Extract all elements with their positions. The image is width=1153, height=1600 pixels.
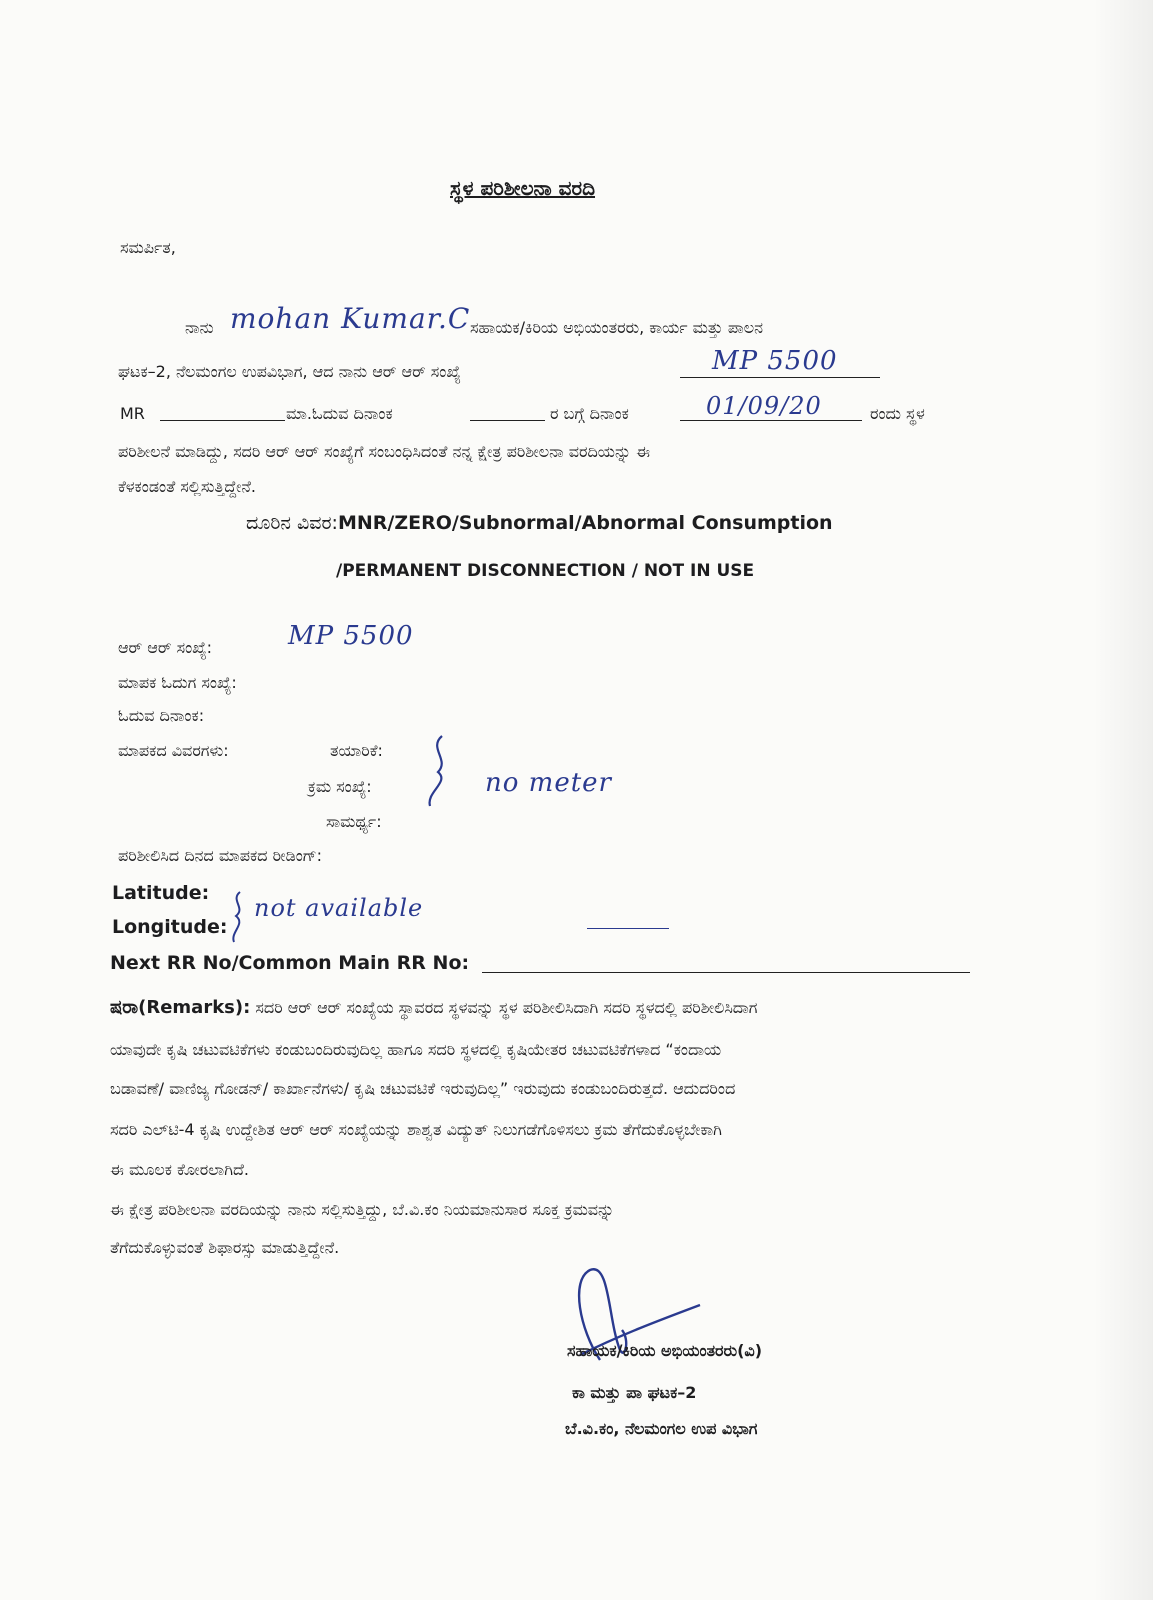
complaint-types-2: /PERMANENT DISCONNECTION / NOT IN USE	[336, 561, 755, 581]
meter-reader-label: ಮಾಪಕ ಓದುಗ ಸಂಖ್ಯೆ:	[118, 673, 237, 692]
remarks-line-5: ಈ ಮೂಲಕ ಕೋರಲಾಗಿದೆ.	[110, 1160, 250, 1179]
rr-underline	[680, 377, 880, 378]
handwritten-dash	[587, 928, 669, 929]
reading-date-underline	[470, 420, 545, 421]
page-title: ಸ್ಥಳ ಪರಿಶೀಲನಾ ವರದಿ	[450, 176, 596, 200]
signature-unit: ಕಾ ಮತ್ತು ಪಾ ಘಟಕ–2	[572, 1383, 697, 1402]
latitude-label: Latitude:	[112, 882, 210, 904]
handwritten-date: 01/09/20	[706, 392, 822, 420]
about-date-text: ರ ಬಗ್ಗೆ ದಿನಾಂಕ	[550, 404, 629, 423]
inspection-reading-label: ಪರಿಶೀಲಿಸಿದ ದಿನದ ಮಾಪಕದ ರೀಡಿಂಗ್:	[118, 846, 323, 865]
complaint-details	[246, 512, 833, 534]
signature-designation: ಸಹಾಯಕ/ಕಿರಿಯ ಅಭಿಯಂತರರು(ವಿ)	[567, 1341, 763, 1360]
capacity-label: ಸಾಮರ್ಥ್ಯ:	[326, 812, 382, 831]
handwritten-rr-number: MP 5500	[712, 346, 838, 376]
addressee: ಸಮರ್ಪಿತ,	[120, 238, 176, 257]
intro-designation: ಸಹಾಯಕ/ಕಿರಿಯ ಅಭಿಯಂತರರು, ಕಾರ್ಯ ಮತ್ತು ಪಾಲನ	[470, 318, 764, 337]
date-underline	[680, 420, 862, 421]
intro-line-2: ಘಟಕ–2, ನೆಲಮಂಗಲ ಉಪವಿಭಾಗ, ಆದ ನಾನು ಆರ್ ಆರ್ ಸಂಖ್ಯೆ	[118, 362, 461, 381]
remarks-line-2: ಯಾವುದೇ ಕೃಷಿ ಚಟುವಟಿಕೆಗಳು ಕಂಡುಬಂದಿರುವುದಿಲ್ಲ ಹಾಗೂ ಸದರಿ ಸ್ಥಳದಲ್ಲಿ ಕೃಷಿಯೇತರ ಚಟುವಟಿಕೆಗಳಾದ “ಕಂದಾಯ	[110, 1040, 722, 1059]
serial-label: ಕ್ರಮ ಸಂಖ್ಯೆ:	[308, 777, 372, 796]
remarks-text-1: ಸದರಿ ಆರ್ ಆರ್ ಸಂಖ್ಯೆಯ ಸ್ಥಾವರದ ಸ್ಥಳವನ್ನು ಸ್ಥಳ ಪರಿಶೀಲಿಸಿದಾಗಿ ಸದರಿ ಸ್ಥಳದಲ್ಲಿ ಪರಿಶೀಲಿಸಿದಾಗ	[255, 998, 758, 1017]
remarks-line-4: ಸದರಿ ಎಲ್‌ಟಿ-4 ಕೃಷಿ ಉದ್ದೇಶಿತ ಆರ್ ಆರ್ ಸಂಖ್ಯೆಯನ್ನು ಶಾಶ್ವತ ವಿದ್ಯುತ್ ನಿಲುಗಡೆಗೊಳಿಸಲು ಕ್ರಮ ತೆಗೆದುಕೊಳ್ಳಬೇಕಾಗಿ	[110, 1120, 722, 1139]
remarks-line-7: ತೆಗೆದುಕೊಳ್ಳುವಂತೆ ಶಿಫಾರಸ್ಸು ಮಾಡುತ್ತಿದ್ದೇನೆ.	[110, 1238, 340, 1257]
remarks-label: ಷರಾ(Remarks):	[110, 997, 251, 1018]
next-rr-label: Next RR No/Common Main RR No:	[110, 952, 470, 974]
complaint-label: ದೂರಿನ ವಿವರ:	[246, 512, 338, 534]
longitude-label: Longitude:	[112, 916, 228, 938]
meter-details-value: no meter	[485, 768, 612, 798]
mr-label: MR	[120, 404, 145, 423]
page-edge-shadow	[1093, 0, 1153, 1600]
meter-details-label: ಮಾಪಕದ ವಿವರಗಳು:	[118, 741, 229, 760]
remarks-line-6: ಈ ಕ್ಷೇತ್ರ ಪರಿಶೀಲನಾ ವರದಿಯನ್ನು ನಾನು ಸಲ್ಲಿಸುತ್ತಿದ್ದು, ಬೆ.ವಿ.ಕಂ ನಿಯಮಾನುಸಾರ ಸೂಕ್ತ ಕ್ರಮವನ್ನು	[110, 1200, 615, 1219]
make-label: ತಯಾರಿಕೆ:	[330, 741, 383, 760]
complaint-types: MNR/ZERO/Subnormal/Abnormal Consumption	[337, 512, 833, 534]
signature-office: ಬೆ.ವಿ.ಕಂ, ನೆಲಮಂಗಲ ಉಪ ವಿಭಾಗ	[565, 1419, 758, 1438]
reading-date-text: ಮಾ.ಓದುವ ದಿನಾಂಕ	[286, 404, 393, 423]
intro-start: ನಾನು	[185, 318, 214, 337]
intro-line-5: ಕೆಳಕಂಡಂತೆ ಸಲ್ಲಿಸುತ್ತಿದ್ದೇನೆ.	[118, 477, 256, 496]
mr-underline	[160, 420, 285, 421]
handwritten-brace	[420, 730, 460, 810]
next-rr-underline	[482, 972, 970, 973]
remarks-line-3: ಬಡಾವಣೆ/ ವಾಣಿಜ್ಯ ಗೋಡನ್/ ಕಾರ್ಖಾನೆಗಳು/ ಕೃಷಿ ಚಟುವಟಿಕೆ ಇರುವುದಿಲ್ಲ” ಇರುವುದು ಕಂಡುಬಂದಿರುತ್ತದೆ. ಆದುದರಿಂದ	[110, 1079, 736, 1098]
rr-number-value: MP 5500	[288, 621, 414, 651]
handwritten-brace-small	[228, 888, 250, 944]
intro-line-4: ಪರಿಶೀಲನೆ ಮಾಡಿದ್ದು, ಸದರಿ ಆರ್ ಆರ್ ಸಂಖ್ಯೆಗೆ ಸಂಬಂಧಿಸಿದಂತೆ ನನ್ನ ಕ್ಷೇತ್ರ ಪರಿಶೀಲನಾ ವರದಿಯನ್ನು ಈ	[118, 442, 651, 461]
remarks-line-1	[110, 988, 757, 1027]
handwritten-name: mohan Kumar.C	[230, 302, 471, 335]
site-text: ರಂದು ಸ್ಥಳ	[870, 404, 925, 423]
latlong-value: not available	[254, 894, 424, 922]
reading-date-label: ಓದುವ ದಿನಾಂಕ:	[118, 706, 205, 725]
rr-number-label: ಆರ್ ಆರ್ ಸಂಖ್ಯೆ:	[118, 638, 213, 657]
